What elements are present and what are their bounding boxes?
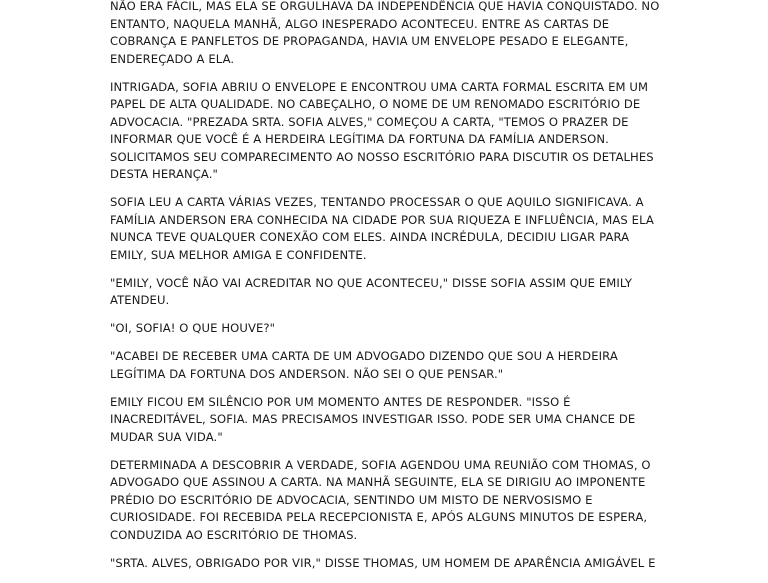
paragraph-3: SOFIA LEU A CARTA VÁRIAS VEZES, TENTANDO PROCESSAR O QUE AQUILO SIGNIFICAVA. A FAMÍLIA ANDERSON ERA CONHECIDA NA CIDADE POR SUA RIQUEZA E INFLUÊNCIA, MAS ELA NUNCA TEVE QUALQUER CONEXÃO COM ELES. AINDA INCRÉDULA, DECIDIU LIGAR PARA EMILY, SUA MELHOR AMIGA E CONFIDENTE. — [110, 195, 654, 262]
paragraph-5: "OI, SOFIA! O QUE HOUVE?" — [110, 321, 276, 335]
paragraph-4: "EMILY, VOCÊ NÃO VAI ACREDITAR NO QUE ACONTECEU," DISSE SOFIA ASSIM QUE EMILY ATENDEU. — [110, 275, 633, 307]
paragraph-1: NÃO ERA FÁCIL, MAS ELA SE ORGULHAVA DA INDEPENDÊNCIA QUE HAVIA CONQUISTADO. NO ENTANTO, NAQUELA MANHÃ, ALGO INESPERADO ACONTECEU. ENTRE AS CARTAS DE COBRANÇA E PANFLETOS DE PROPAGANDA, HAVIA UM ENVELOPE PESADO E ELEGANTE, ENDEREÇADO A ELA. — [110, 0, 660, 66]
paragraph-6: "ACABEI DE RECEBER UMA CARTA DE UM ADVOGADO DIZENDO QUE SOU A HERDEIRA LEGÍTIMA DA FORTUNA DOS ANDERSON. NÃO SEI O QUE PENSAR." — [110, 349, 618, 381]
paragraph-7: EMILY FICOU EM SILÊNCIO POR UM MOMENTO ANTES DE RESPONDER. "ISSO É INACREDITÁVEL, SOFIA. MAS PRECISAMOS INVESTIGAR ISSO. PODE SER UMA CHANCE DE MUDAR SUA VIDA." — [110, 394, 636, 444]
paragraph-9: "SRTA. ALVES, OBRIGADO POR VIR," DISSE THOMAS, UM HOMEM DE APARÊNCIA AMIGÁVEL E — [110, 555, 656, 570]
paragraph-2: INTRIGADA, SOFIA ABRIU O ENVELOPE E ENCONTROU UMA CARTA FORMAL ESCRITA EM UM PAPEL DE ALTA QUALIDADE. NO CABEÇALHO, O NOME DE UM RENOMADO ESCRITÓRIO DE ADVOCACIA. "PREZADA SRTA. SOFIA ALVES," COMEÇOU A CARTA, "TEMOS O PRAZER DE INFORMAR QUE VOCÊ É A HERDEIRA LEGÍTIMA DA FORTUNA DA FAMÍLIA ANDERSON. SOLICITAMOS SEU COMPARECIMENTO AO NOSSO ESCRITÓRIO PARA DISCUTIR OS DETALHES DESTA HERANÇA." — [110, 79, 654, 181]
paragraph-8: DETERMINADA A DESCOBRIR A VERDADE, SOFIA AGENDOU UMA REUNIÃO COM THOMAS, O ADVOGADO QUE ASSINOU A CARTA. NA MANHÃ SEGUINTE, ELA SE DIRIGIU AO IMPONENTE PRÉDIO DO ESCRITÓRIO DE ADVOCACIA, SENTINDO UM MISTO DE NERVOSISMO E CURIOSIDADE. FOI RECEBIDA PELA RECEPCIONISTA E, APÓS ALGUNS MINUTOS DE ESPERA, CONDUZIDA AO ESCRITÓRIO DE THOMAS. — [110, 457, 651, 542]
document-body — [110, 0, 662, 583]
